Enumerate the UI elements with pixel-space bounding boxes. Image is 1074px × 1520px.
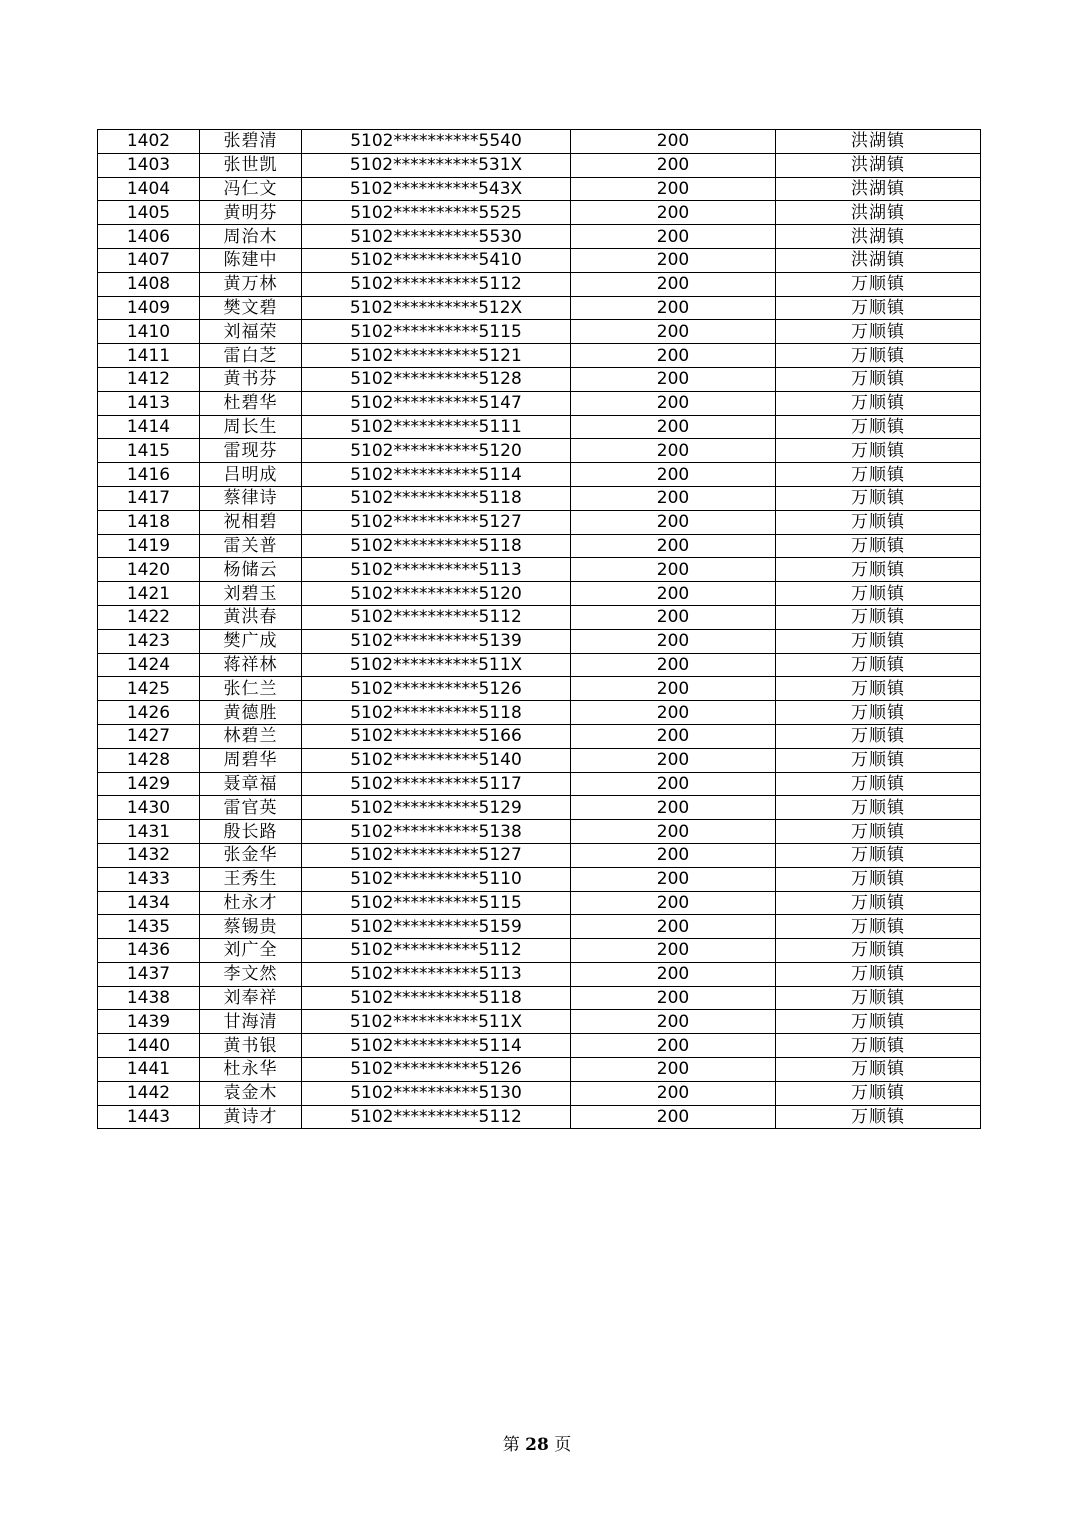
- amount-cell: 200: [571, 130, 776, 154]
- town-cell: 万顺镇: [776, 1105, 981, 1129]
- amount-cell: 200: [571, 534, 776, 558]
- row-number-cell: 1421: [98, 582, 200, 606]
- table-row: [98, 439, 981, 463]
- table-row: [98, 701, 981, 725]
- town-cell: 万顺镇: [776, 962, 981, 986]
- id-number-cell: 5102**********512X: [302, 296, 571, 320]
- amount-cell: 200: [571, 915, 776, 939]
- amount-cell: 200: [571, 201, 776, 225]
- name-cell: 黄德胜: [200, 701, 302, 725]
- roster-table-container: [97, 129, 975, 1129]
- town-cell: 万顺镇: [776, 415, 981, 439]
- name-cell: 蔡律诗: [200, 486, 302, 510]
- name-cell: 周碧华: [200, 748, 302, 772]
- table-row: [98, 296, 981, 320]
- town-cell: 洪湖镇: [776, 225, 981, 249]
- amount-cell: 200: [571, 891, 776, 915]
- name-cell: 黄书银: [200, 1034, 302, 1058]
- amount-cell: 200: [571, 248, 776, 272]
- town-cell: 万顺镇: [776, 843, 981, 867]
- row-number-cell: 1402: [98, 130, 200, 154]
- town-cell: 万顺镇: [776, 701, 981, 725]
- town-cell: 万顺镇: [776, 391, 981, 415]
- row-number-cell: 1404: [98, 177, 200, 201]
- table-row: [98, 201, 981, 225]
- name-cell: 袁金木: [200, 1081, 302, 1105]
- row-number-cell: 1442: [98, 1081, 200, 1105]
- table-row: [98, 748, 981, 772]
- amount-cell: 200: [571, 796, 776, 820]
- table-row: [98, 248, 981, 272]
- town-cell: 万顺镇: [776, 772, 981, 796]
- name-cell: 林碧兰: [200, 724, 302, 748]
- id-number-cell: 5102**********5114: [302, 1034, 571, 1058]
- name-cell: 黄书芬: [200, 367, 302, 391]
- table-row: [98, 1081, 981, 1105]
- name-cell: 殷长路: [200, 820, 302, 844]
- row-number-cell: 1431: [98, 820, 200, 844]
- row-number-cell: 1417: [98, 486, 200, 510]
- row-number-cell: 1412: [98, 367, 200, 391]
- table-row: [98, 558, 981, 582]
- row-number-cell: 1438: [98, 986, 200, 1010]
- table-row: [98, 344, 981, 368]
- id-number-cell: 5102**********531X: [302, 153, 571, 177]
- name-cell: 周治木: [200, 225, 302, 249]
- name-cell: 张金华: [200, 843, 302, 867]
- amount-cell: 200: [571, 415, 776, 439]
- town-cell: 万顺镇: [776, 463, 981, 487]
- row-number-cell: 1428: [98, 748, 200, 772]
- id-number-cell: 5102**********5120: [302, 582, 571, 606]
- table-row: [98, 915, 981, 939]
- name-cell: 黄诗才: [200, 1105, 302, 1129]
- town-cell: 万顺镇: [776, 558, 981, 582]
- name-cell: 雷白芝: [200, 344, 302, 368]
- town-cell: 万顺镇: [776, 510, 981, 534]
- name-cell: 聂章福: [200, 772, 302, 796]
- id-number-cell: 5102**********5140: [302, 748, 571, 772]
- id-number-cell: 5102**********5159: [302, 915, 571, 939]
- row-number-cell: 1435: [98, 915, 200, 939]
- table-row: [98, 772, 981, 796]
- name-cell: 樊广成: [200, 629, 302, 653]
- row-number-cell: 1427: [98, 724, 200, 748]
- amount-cell: 200: [571, 582, 776, 606]
- town-cell: 万顺镇: [776, 486, 981, 510]
- town-cell: 万顺镇: [776, 367, 981, 391]
- id-number-cell: 5102**********5112: [302, 1105, 571, 1129]
- table-row: [98, 1010, 981, 1034]
- name-cell: 刘碧玉: [200, 582, 302, 606]
- town-cell: 万顺镇: [776, 296, 981, 320]
- town-cell: 万顺镇: [776, 582, 981, 606]
- amount-cell: 200: [571, 605, 776, 629]
- row-number-cell: 1429: [98, 772, 200, 796]
- id-number-cell: 5102**********5117: [302, 772, 571, 796]
- id-number-cell: 5102**********5166: [302, 724, 571, 748]
- table-row: [98, 653, 981, 677]
- row-number-cell: 1403: [98, 153, 200, 177]
- id-number-cell: 5102**********543X: [302, 177, 571, 201]
- row-number-cell: 1409: [98, 296, 200, 320]
- town-cell: 万顺镇: [776, 724, 981, 748]
- row-number-cell: 1408: [98, 272, 200, 296]
- town-cell: 万顺镇: [776, 629, 981, 653]
- amount-cell: 200: [571, 296, 776, 320]
- row-number-cell: 1419: [98, 534, 200, 558]
- town-cell: 万顺镇: [776, 748, 981, 772]
- amount-cell: 200: [571, 772, 776, 796]
- amount-cell: 200: [571, 225, 776, 249]
- table-row: [98, 891, 981, 915]
- row-number-cell: 1405: [98, 201, 200, 225]
- amount-cell: 200: [571, 653, 776, 677]
- id-number-cell: 5102**********511X: [302, 1010, 571, 1034]
- id-number-cell: 5102**********5113: [302, 962, 571, 986]
- table-row: [98, 272, 981, 296]
- name-cell: 樊文碧: [200, 296, 302, 320]
- amount-cell: 200: [571, 1034, 776, 1058]
- table-row: [98, 962, 981, 986]
- town-cell: 万顺镇: [776, 320, 981, 344]
- amount-cell: 200: [571, 677, 776, 701]
- name-cell: 甘海清: [200, 1010, 302, 1034]
- town-cell: 万顺镇: [776, 986, 981, 1010]
- name-cell: 刘奉祥: [200, 986, 302, 1010]
- amount-cell: 200: [571, 344, 776, 368]
- town-cell: 万顺镇: [776, 867, 981, 891]
- town-cell: 万顺镇: [776, 1058, 981, 1082]
- name-cell: 杜永才: [200, 891, 302, 915]
- row-number-cell: 1437: [98, 962, 200, 986]
- table-row: [98, 820, 981, 844]
- name-cell: 张碧清: [200, 130, 302, 154]
- table-row: [98, 1105, 981, 1129]
- row-number-cell: 1440: [98, 1034, 200, 1058]
- id-number-cell: 5102**********5112: [302, 939, 571, 963]
- table-row: [98, 177, 981, 201]
- id-number-cell: 5102**********5129: [302, 796, 571, 820]
- amount-cell: 200: [571, 1058, 776, 1082]
- amount-cell: 200: [571, 867, 776, 891]
- id-number-cell: 5102**********5118: [302, 701, 571, 725]
- row-number-cell: 1423: [98, 629, 200, 653]
- row-number-cell: 1424: [98, 653, 200, 677]
- row-number-cell: 1416: [98, 463, 200, 487]
- name-cell: 雷现芬: [200, 439, 302, 463]
- roster-table: [97, 129, 981, 1129]
- table-row: [98, 677, 981, 701]
- table-row: [98, 605, 981, 629]
- name-cell: 周长生: [200, 415, 302, 439]
- row-number-cell: 1415: [98, 439, 200, 463]
- town-cell: 万顺镇: [776, 891, 981, 915]
- id-number-cell: 5102**********5540: [302, 130, 571, 154]
- amount-cell: 200: [571, 701, 776, 725]
- amount-cell: 200: [571, 939, 776, 963]
- town-cell: 万顺镇: [776, 272, 981, 296]
- amount-cell: 200: [571, 558, 776, 582]
- table-row: [98, 986, 981, 1010]
- name-cell: 张仁兰: [200, 677, 302, 701]
- table-row: [98, 320, 981, 344]
- amount-cell: 200: [571, 724, 776, 748]
- row-number-cell: 1430: [98, 796, 200, 820]
- id-number-cell: 5102**********511X: [302, 653, 571, 677]
- name-cell: 蔡锡贵: [200, 915, 302, 939]
- id-number-cell: 5102**********5120: [302, 439, 571, 463]
- name-cell: 杜碧华: [200, 391, 302, 415]
- table-row: [98, 1034, 981, 1058]
- id-number-cell: 5102**********5110: [302, 867, 571, 891]
- page-number: 28: [525, 1435, 549, 1455]
- name-cell: 刘广全: [200, 939, 302, 963]
- table-row: [98, 510, 981, 534]
- amount-cell: 200: [571, 1010, 776, 1034]
- name-cell: 雷关普: [200, 534, 302, 558]
- name-cell: 黄万林: [200, 272, 302, 296]
- id-number-cell: 5102**********5118: [302, 486, 571, 510]
- amount-cell: 200: [571, 820, 776, 844]
- id-number-cell: 5102**********5147: [302, 391, 571, 415]
- id-number-cell: 5102**********5139: [302, 629, 571, 653]
- town-cell: 万顺镇: [776, 939, 981, 963]
- table-row: [98, 534, 981, 558]
- id-number-cell: 5102**********5138: [302, 820, 571, 844]
- id-number-cell: 5102**********5115: [302, 320, 571, 344]
- table-row: [98, 843, 981, 867]
- id-number-cell: 5102**********5127: [302, 510, 571, 534]
- amount-cell: 200: [571, 439, 776, 463]
- table-row: [98, 629, 981, 653]
- table-row: [98, 796, 981, 820]
- row-number-cell: 1439: [98, 1010, 200, 1034]
- amount-cell: 200: [571, 1105, 776, 1129]
- amount-cell: 200: [571, 153, 776, 177]
- id-number-cell: 5102**********5118: [302, 986, 571, 1010]
- row-number-cell: 1432: [98, 843, 200, 867]
- row-number-cell: 1433: [98, 867, 200, 891]
- id-number-cell: 5102**********5121: [302, 344, 571, 368]
- amount-cell: 200: [571, 748, 776, 772]
- town-cell: 洪湖镇: [776, 248, 981, 272]
- table-row: [98, 867, 981, 891]
- amount-cell: 200: [571, 962, 776, 986]
- name-cell: 杜永华: [200, 1058, 302, 1082]
- town-cell: 万顺镇: [776, 1081, 981, 1105]
- row-number-cell: 1418: [98, 510, 200, 534]
- id-number-cell: 5102**********5114: [302, 463, 571, 487]
- id-number-cell: 5102**********5128: [302, 367, 571, 391]
- town-cell: 万顺镇: [776, 796, 981, 820]
- town-cell: 万顺镇: [776, 915, 981, 939]
- name-cell: 祝相碧: [200, 510, 302, 534]
- town-cell: 万顺镇: [776, 534, 981, 558]
- amount-cell: 200: [571, 320, 776, 344]
- name-cell: 冯仁文: [200, 177, 302, 201]
- id-number-cell: 5102**********5530: [302, 225, 571, 249]
- table-row: [98, 130, 981, 154]
- page-number-suffix: 页: [554, 1435, 572, 1455]
- row-number-cell: 1411: [98, 344, 200, 368]
- table-row: [98, 463, 981, 487]
- table-row: [98, 1058, 981, 1082]
- amount-cell: 200: [571, 486, 776, 510]
- name-cell: 黄明芬: [200, 201, 302, 225]
- row-number-cell: 1441: [98, 1058, 200, 1082]
- row-number-cell: 1434: [98, 891, 200, 915]
- amount-cell: 200: [571, 629, 776, 653]
- roster-table-body: [98, 130, 981, 1129]
- table-row: [98, 415, 981, 439]
- amount-cell: 200: [571, 391, 776, 415]
- row-number-cell: 1406: [98, 225, 200, 249]
- table-row: [98, 724, 981, 748]
- town-cell: 万顺镇: [776, 653, 981, 677]
- row-number-cell: 1426: [98, 701, 200, 725]
- row-number-cell: 1422: [98, 605, 200, 629]
- name-cell: 王秀生: [200, 867, 302, 891]
- row-number-cell: 1420: [98, 558, 200, 582]
- table-row: [98, 153, 981, 177]
- id-number-cell: 5102**********5115: [302, 891, 571, 915]
- amount-cell: 200: [571, 272, 776, 296]
- name-cell: 张世凯: [200, 153, 302, 177]
- town-cell: 万顺镇: [776, 1010, 981, 1034]
- table-row: [98, 225, 981, 249]
- id-number-cell: 5102**********5112: [302, 605, 571, 629]
- table-row: [98, 582, 981, 606]
- name-cell: 李文然: [200, 962, 302, 986]
- amount-cell: 200: [571, 986, 776, 1010]
- town-cell: 万顺镇: [776, 605, 981, 629]
- name-cell: 杨储云: [200, 558, 302, 582]
- row-number-cell: 1413: [98, 391, 200, 415]
- town-cell: 洪湖镇: [776, 177, 981, 201]
- town-cell: 万顺镇: [776, 344, 981, 368]
- row-number-cell: 1443: [98, 1105, 200, 1129]
- amount-cell: 200: [571, 463, 776, 487]
- town-cell: 万顺镇: [776, 1034, 981, 1058]
- id-number-cell: 5102**********5112: [302, 272, 571, 296]
- amount-cell: 200: [571, 177, 776, 201]
- name-cell: 蒋祥林: [200, 653, 302, 677]
- town-cell: 洪湖镇: [776, 201, 981, 225]
- amount-cell: 200: [571, 843, 776, 867]
- town-cell: 洪湖镇: [776, 153, 981, 177]
- name-cell: 雷官英: [200, 796, 302, 820]
- page-number-prefix: 第: [502, 1435, 520, 1455]
- town-cell: 万顺镇: [776, 820, 981, 844]
- row-number-cell: 1410: [98, 320, 200, 344]
- row-number-cell: 1414: [98, 415, 200, 439]
- id-number-cell: 5102**********5126: [302, 677, 571, 701]
- amount-cell: 200: [571, 1081, 776, 1105]
- row-number-cell: 1407: [98, 248, 200, 272]
- id-number-cell: 5102**********5113: [302, 558, 571, 582]
- name-cell: 刘福荣: [200, 320, 302, 344]
- amount-cell: 200: [571, 510, 776, 534]
- id-number-cell: 5102**********5130: [302, 1081, 571, 1105]
- id-number-cell: 5102**********5525: [302, 201, 571, 225]
- id-number-cell: 5102**********5127: [302, 843, 571, 867]
- amount-cell: 200: [571, 367, 776, 391]
- row-number-cell: 1425: [98, 677, 200, 701]
- table-row: [98, 367, 981, 391]
- id-number-cell: 5102**********5126: [302, 1058, 571, 1082]
- table-row: [98, 939, 981, 963]
- row-number-cell: 1436: [98, 939, 200, 963]
- name-cell: 陈建中: [200, 248, 302, 272]
- id-number-cell: 5102**********5410: [302, 248, 571, 272]
- name-cell: 黄洪春: [200, 605, 302, 629]
- name-cell: 吕明成: [200, 463, 302, 487]
- id-number-cell: 5102**********5111: [302, 415, 571, 439]
- table-row: [98, 486, 981, 510]
- town-cell: 洪湖镇: [776, 130, 981, 154]
- id-number-cell: 5102**********5118: [302, 534, 571, 558]
- town-cell: 万顺镇: [776, 677, 981, 701]
- town-cell: 万顺镇: [776, 439, 981, 463]
- table-row: [98, 391, 981, 415]
- page-footer: [0, 1430, 1074, 1455]
